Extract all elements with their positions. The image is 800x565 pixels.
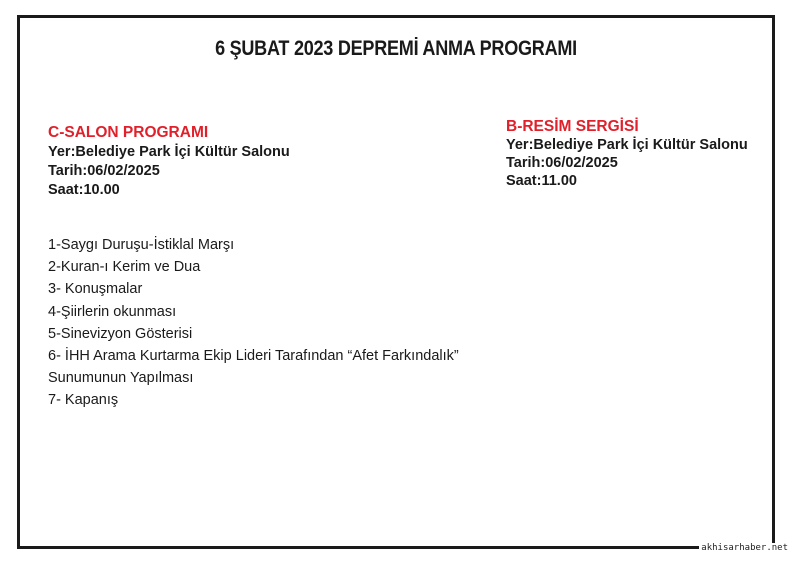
- salon-program-location: Yer:Belediye Park İçi Kültür Salonu: [48, 144, 290, 160]
- program-item: 1-Saygı Duruşu-İstiklal Marşı: [48, 237, 235, 253]
- exhibition-date: Tarih:06/02/2025: [506, 155, 618, 171]
- exhibition-time: Saat:11.00: [506, 173, 577, 189]
- salon-program-time: Saat:10.00: [48, 182, 120, 198]
- salon-program-date: Tarih:06/02/2025: [48, 163, 160, 179]
- program-item: 5-Sinevizyon Gösterisi: [48, 325, 193, 342]
- watermark: akhisarhaber.net: [701, 543, 788, 553]
- program-list: [48, 234, 459, 412]
- exhibition-section: [506, 117, 748, 190]
- program-item: 7- Kapanış: [48, 392, 119, 409]
- program-item: Sunumunun Yapılması: [48, 370, 194, 387]
- program-item: 3- Konuşmalar: [48, 281, 143, 298]
- exhibition-location: Yer:Belediye Park İçi Kültür Salonu: [506, 137, 748, 153]
- exhibition-heading: B-RESİM SERGİSİ: [506, 118, 639, 135]
- salon-program-heading: C-SALON PROGRAMI: [48, 124, 209, 141]
- document-frame: [17, 15, 775, 549]
- salon-program-section: [48, 123, 290, 200]
- program-item: 6- İHH Arama Kurtarma Ekip Lideri Tarafından “Afet Farkındalık”: [48, 348, 459, 365]
- program-item: 2-Kuran-ı Kerim ve Dua: [48, 259, 201, 276]
- program-item: 4-Şiirlerin okunması: [48, 303, 177, 320]
- document-title: 6 ŞUBAT 2023 DEPREMİ ANMA PROGRAMI: [215, 37, 577, 60]
